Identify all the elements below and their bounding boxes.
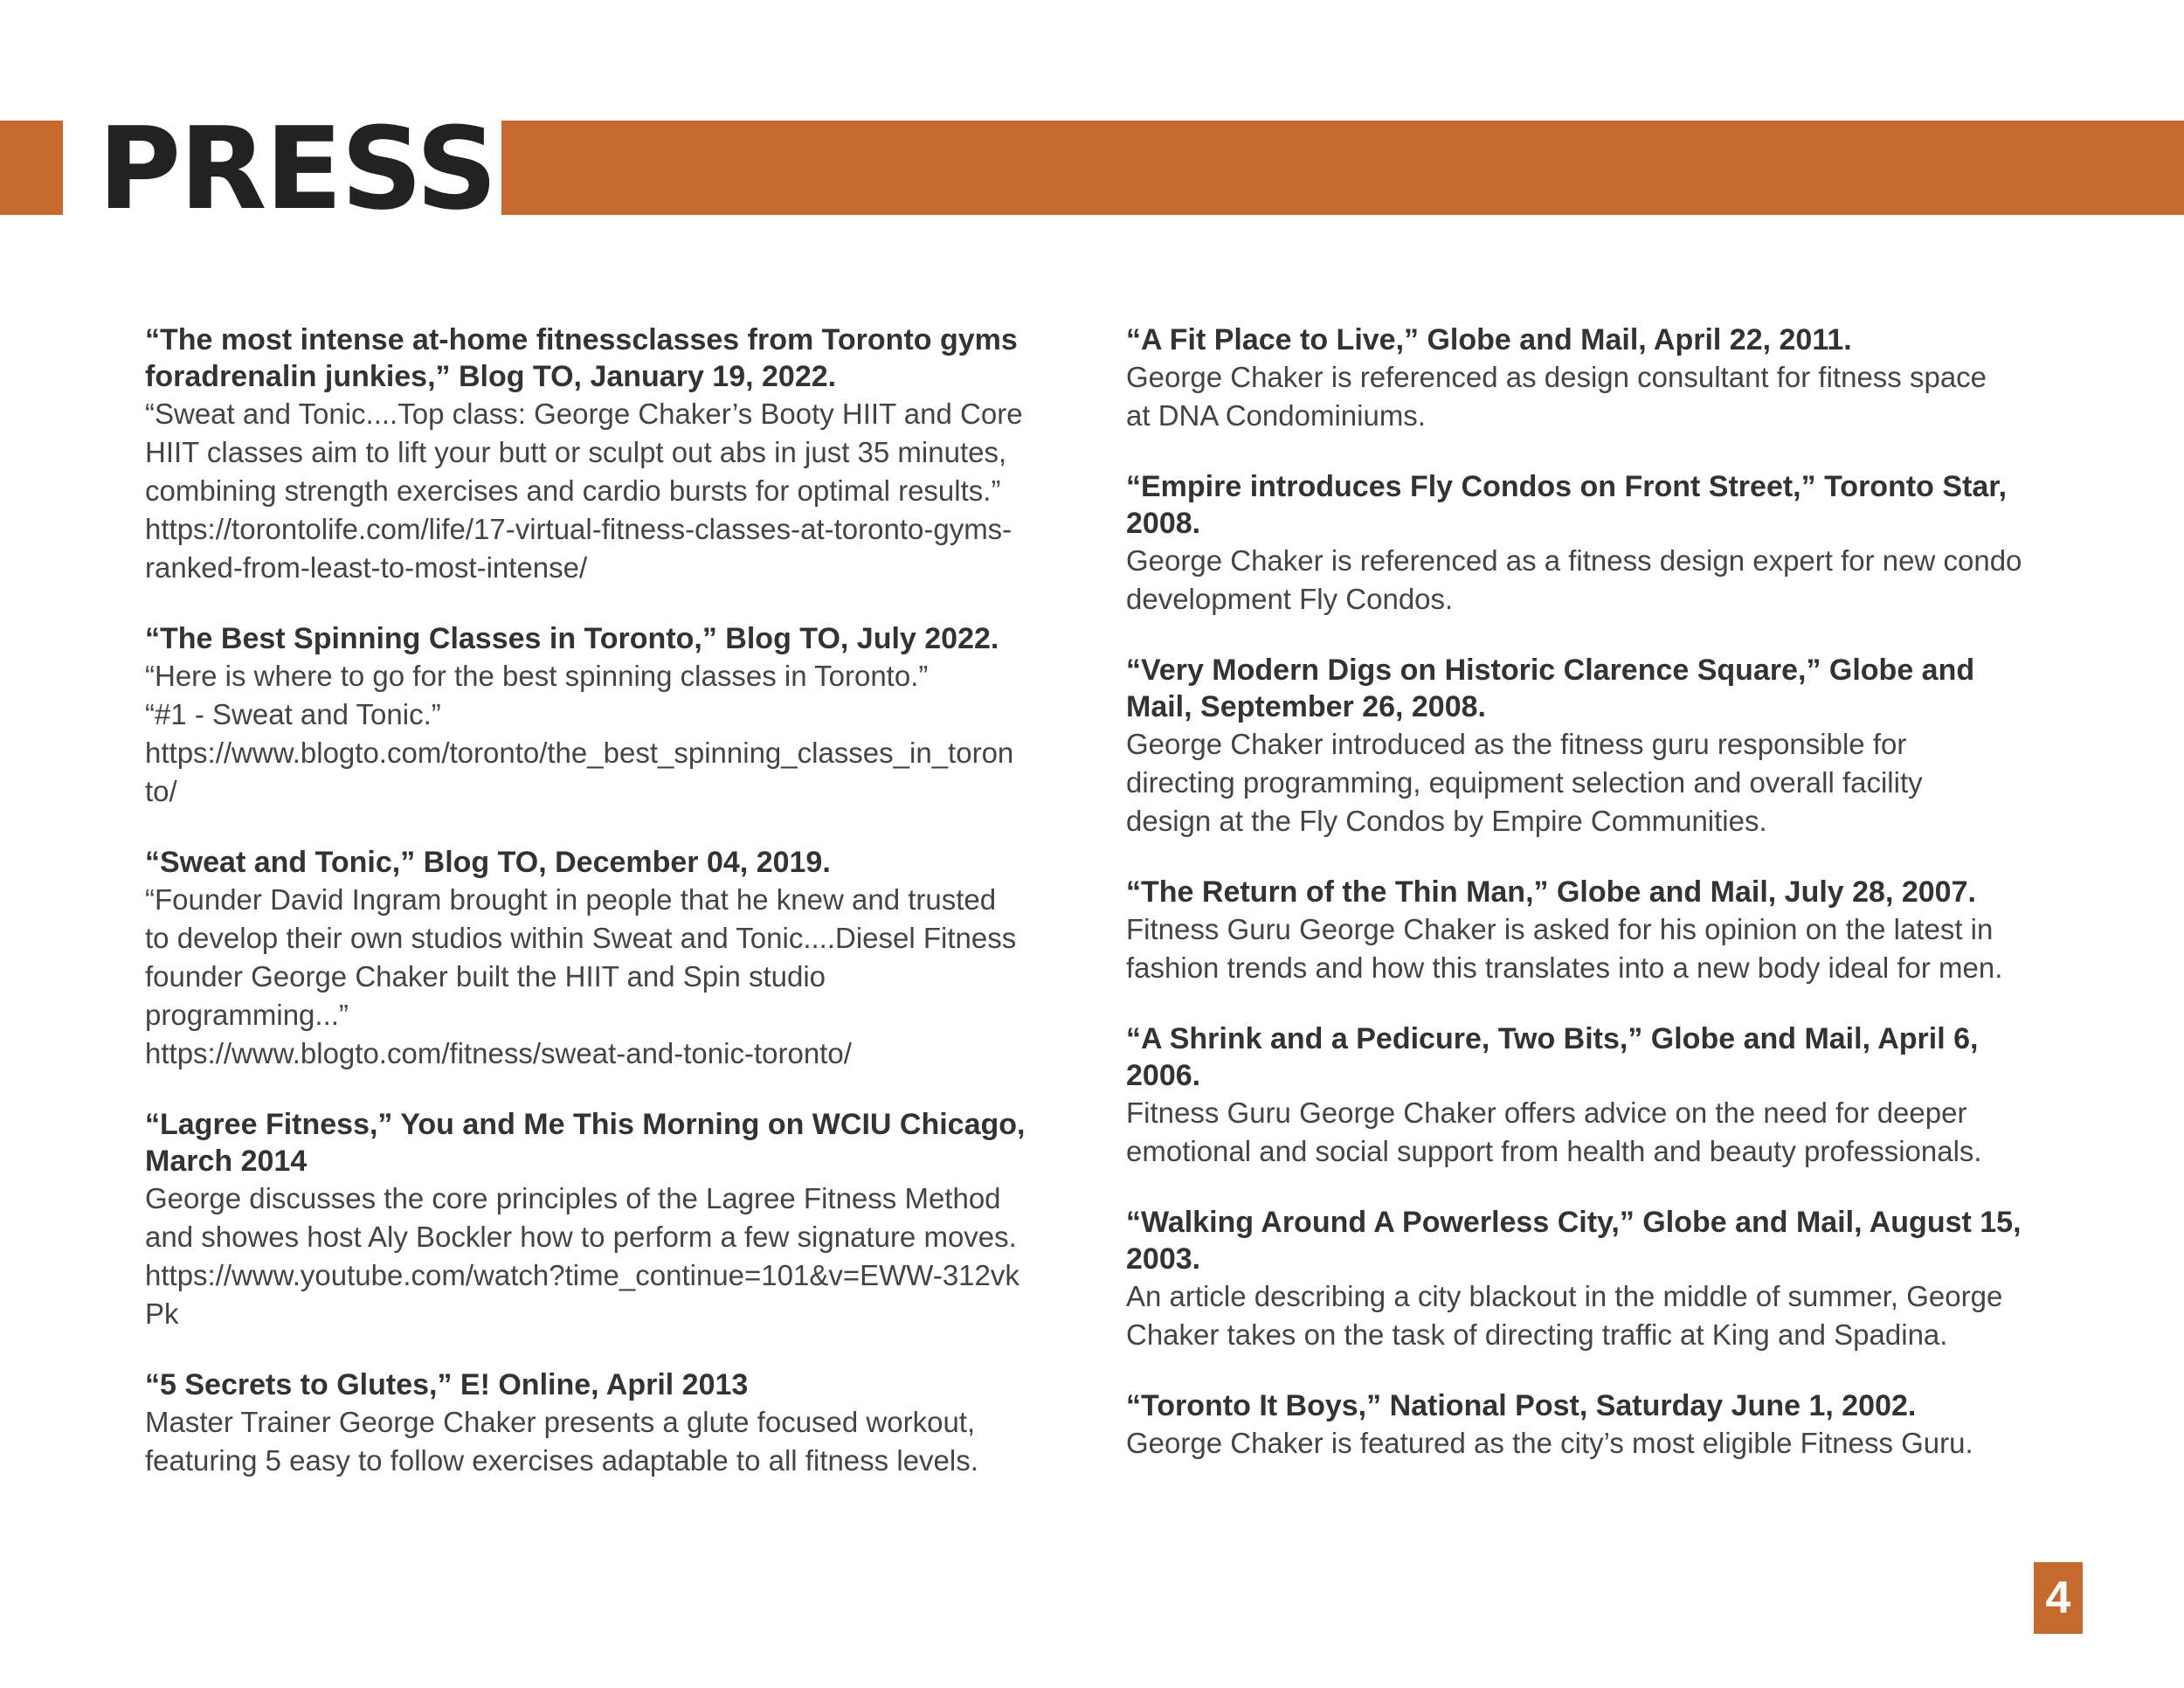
press-entry-line: programming...” — [145, 999, 349, 1031]
press-entry-line: An article describing a city blackout in the middle of summer, George — [1126, 1280, 2003, 1312]
press-entry-line: combining strength exercises and cardio bursts for optimal results.” — [145, 474, 1001, 507]
press-entry — [1126, 1204, 2078, 1354]
press-entry-line: George Chaker is featured as the city’s most eligible Fitness Guru. — [1126, 1427, 1973, 1459]
press-entry-title: “The Best Spinning Classes in Toronto,” Blog TO, July 2022. — [145, 622, 999, 655]
press-entry — [1126, 652, 2078, 841]
press-entry-title: “The Return of the Thin Man,” Globe and Mail, July 28, 2007. — [1126, 875, 1976, 909]
press-entry-line: “Founder David Ingram brought in people that he knew and trusted — [145, 883, 997, 916]
press-entry-title: “Lagree Fitness,” You and Me This Morning on WCIU Chicago, — [145, 1108, 1026, 1141]
press-entry-line: Master Trainer George Chaker presents a glute focused workout, — [145, 1406, 976, 1438]
header-accent-bar-left — [0, 121, 63, 215]
press-entry-title: March 2014 — [145, 1145, 308, 1178]
press-column-right — [1126, 322, 2078, 1496]
page-number-badge: 4 — [2034, 1562, 2083, 1634]
press-column-left — [145, 322, 1071, 1513]
press-entry-title: “Empire introduces Fly Condos on Front Street,” Toronto Star, — [1126, 470, 2008, 503]
press-entry-title: “Walking Around A Powerless City,” Globe and Mail, August 15, — [1126, 1206, 2022, 1239]
press-entry-line: https://www.youtube.com/watch?time_continue=101&v=EWW-312vk — [145, 1259, 1019, 1291]
press-entry-line: HIIT classes aim to lift your butt or sculpt out abs in just 35 minutes, — [145, 436, 1007, 468]
press-entry-line: George Chaker introduced as the fitness guru responsible for — [1126, 728, 1907, 760]
press-entry-line: George Chaker is referenced as a fitness design expert for new condo — [1126, 544, 2022, 577]
press-entry-line: to/ — [145, 775, 177, 807]
press-entry — [1126, 468, 2078, 619]
press-entry-title: 2003. — [1126, 1242, 1201, 1276]
press-entry-line: Pk — [145, 1297, 179, 1330]
press-entry-title: Mail, September 26, 2008. — [1126, 690, 1486, 723]
press-entry — [145, 322, 1071, 587]
press-entry — [145, 620, 1071, 811]
press-entry-line: “Sweat and Tonic....Top class: George Chaker’s Booty HIIT and Core — [145, 398, 1023, 430]
press-entry-title: “Sweat and Tonic,” Blog TO, December 04, 2019. — [145, 846, 831, 879]
press-entry-line: founder George Chaker built the HIIT and Spin studio — [145, 960, 826, 993]
press-entry-line: “#1 - Sweat and Tonic.” — [145, 698, 441, 730]
press-entry-line: ranked-from-least-to-most-intense/ — [145, 551, 588, 584]
press-entry-title: “A Fit Place to Live,” Globe and Mail, April 22, 2011. — [1126, 323, 1852, 356]
press-entry — [1126, 322, 2078, 435]
header-accent-bar-right — [501, 121, 2184, 215]
press-entry-line: development Fly Condos. — [1126, 583, 1454, 615]
press-entry-title: 2008. — [1126, 507, 1201, 540]
press-entry-line: featuring 5 easy to follow exercises adaptable to all fitness levels. — [145, 1444, 978, 1477]
press-entry-title: “The most intense at-home fitnessclasses from Toronto gyms — [145, 323, 1018, 356]
press-entry-title: 2006. — [1126, 1059, 1201, 1092]
press-entry-line: George Chaker is referenced as design consultant for fitness space — [1126, 361, 1987, 393]
press-entry-line: design at the Fly Condos by Empire Communities. — [1126, 805, 1767, 837]
press-entry-line: George discusses the core principles of the Lagree Fitness Method — [145, 1182, 1001, 1214]
press-entry-line: https://torontolife.com/life/17-virtual-fitness-classes-at-toronto-gyms- — [145, 513, 1013, 545]
press-entry — [1126, 1387, 2078, 1463]
press-entry-line: to develop their own studios within Sweat and Tonic....Diesel Fitness — [145, 922, 1017, 954]
press-entry-line: emotional and social support from health and beauty professionals. — [1126, 1135, 1982, 1167]
press-entry — [145, 1106, 1071, 1333]
press-entry-line: and showes host Aly Bockler how to perform a few signature moves. — [145, 1221, 1017, 1253]
press-entry-line: fashion trends and how this translates into a new body ideal for men. — [1126, 951, 2003, 984]
press-entry-title: “Toronto It Boys,” National Post, Saturday June 1, 2002. — [1126, 1389, 1917, 1422]
press-entry-title: “5 Secrets to Glutes,” E! Online, April 2013 — [145, 1368, 749, 1401]
press-entry-line: https://www.blogto.com/toronto/the_best_spinning_classes_in_toron — [145, 737, 1014, 769]
press-entry-line: Chaker takes on the task of directing traffic at King and Spadina. — [1126, 1318, 1948, 1351]
press-entry — [1126, 874, 2078, 987]
press-entry-title: foradrenalin junkies,” Blog TO, January 19, 2022. — [145, 360, 837, 393]
press-entry-title: “Very Modern Digs on Historic Clarence Square,” Globe and — [1126, 654, 1975, 687]
press-entry-line: at DNA Condominiums. — [1126, 399, 1426, 432]
page-title: PRESS — [98, 102, 496, 235]
press-entry — [145, 844, 1071, 1073]
press-entry-line: https://www.blogto.com/fitness/sweat-and-tonic-toronto/ — [145, 1037, 852, 1069]
press-entry — [1126, 1020, 2078, 1171]
press-entry-title: “A Shrink and a Pedicure, Two Bits,” Globe and Mail, April 6, — [1126, 1022, 1979, 1055]
press-entry-line: directing programming, equipment selection and overall facility — [1126, 766, 1923, 799]
press-entry — [145, 1366, 1071, 1480]
press-entry-line: “Here is where to go for the best spinning classes in Toronto.” — [145, 660, 929, 692]
press-entry-line: Fitness Guru George Chaker offers advice on the need for deeper — [1126, 1097, 1967, 1129]
press-entry-line: Fitness Guru George Chaker is asked for his opinion on the latest in — [1126, 913, 1994, 945]
